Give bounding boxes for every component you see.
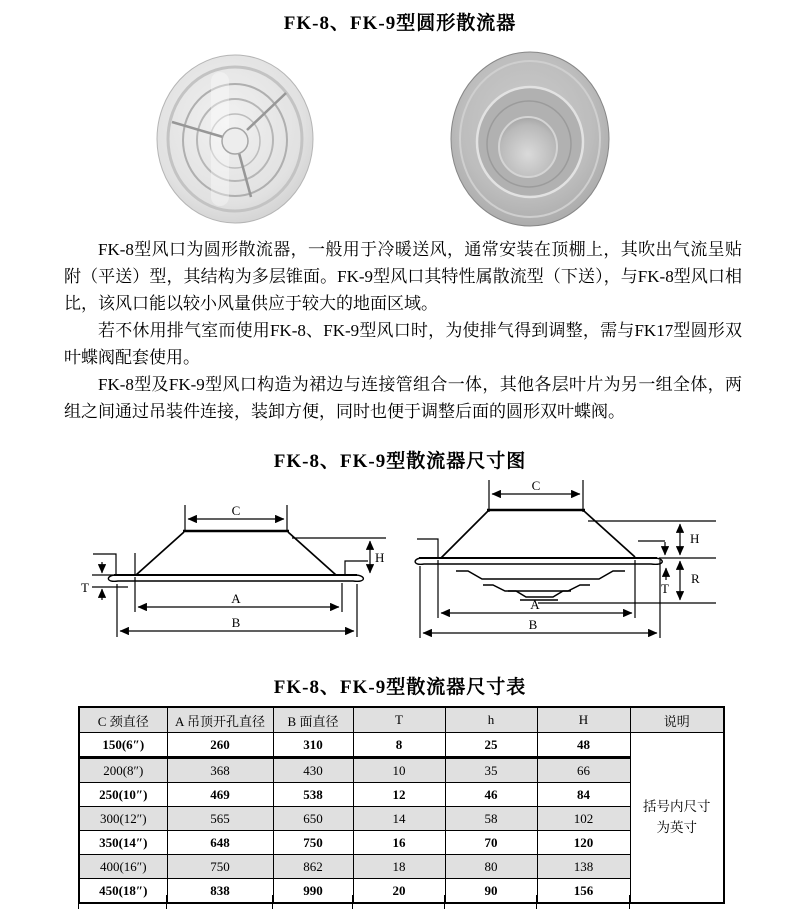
cell: 14 (353, 807, 445, 831)
header-note: 说明 (630, 707, 724, 733)
paragraph-1: FK-8型风口为圆形散流器，一般用于冷暖送风，通常安装在顶棚上，其吹出气流呈贴附（平送）型，其结构为多层锥面。FK-9型风口其特性属散流型（下送），与FK-8型风口相比，该风口能以较小风量供应于较大的地面区域。 (64, 240, 742, 313)
cell: 80 (445, 855, 537, 879)
header-a-ceiling-hole-diameter: A 吊顶开孔直径 (167, 707, 273, 733)
table-section-title: FK-8、FK-9型散流器尺寸表 (273, 677, 527, 698)
header-b-face-diameter: B 面直径 (273, 707, 353, 733)
cell: 12 (353, 783, 445, 807)
table-header-row (79, 707, 724, 733)
diagram-section-title: FK-8、FK-9型散流器尺寸图 (273, 451, 527, 472)
cell: 138 (537, 855, 630, 879)
table-gridline-stub (536, 895, 537, 909)
cell: 469 (167, 783, 273, 807)
dim-label-h: H (375, 550, 385, 565)
cell: 150(6″) (79, 733, 167, 758)
fk8-dimension-labels (81, 503, 384, 630)
table-row (79, 831, 724, 855)
header-c-neck-diameter: C 颈直径 (79, 707, 167, 733)
cell: 862 (273, 855, 353, 879)
fk8-product-photo (155, 54, 315, 224)
cell: 90 (445, 879, 537, 904)
cell: 300(12″) (79, 807, 167, 831)
cell: 102 (537, 807, 630, 831)
cell: 84 (537, 783, 630, 807)
table-row (79, 783, 724, 807)
description-text (64, 236, 742, 425)
table-gridline-stub (444, 895, 445, 909)
cell: 838 (167, 879, 273, 904)
table-row (79, 733, 724, 758)
cell: 8 (353, 733, 445, 758)
fk9-dimension-diagram (398, 476, 718, 671)
cell: 16 (353, 831, 445, 855)
cell: 120 (537, 831, 630, 855)
cell: 48 (537, 733, 630, 758)
cell: 538 (273, 783, 353, 807)
fk9-dimension-labels (529, 478, 700, 632)
dim-label-b: B (528, 617, 538, 632)
dim-label-c: C (531, 478, 541, 493)
cell: 565 (167, 807, 273, 831)
dim-label-h: H (690, 531, 700, 546)
dim-label-a: A (231, 591, 241, 606)
fk9-outline (415, 480, 716, 638)
dim-label-r: R (691, 571, 700, 586)
cell: 35 (445, 758, 537, 783)
header-t: T (353, 707, 445, 733)
fk9-product-photo (450, 50, 610, 228)
cell: 400(16″) (79, 855, 167, 879)
cell: 156 (537, 879, 630, 904)
cell: 648 (167, 831, 273, 855)
cell: 650 (273, 807, 353, 831)
fk8-photo-image (155, 54, 315, 224)
cell: 58 (445, 807, 537, 831)
cell: 750 (273, 831, 353, 855)
page-title: FK-8、FK-9型圆形散流器 (283, 13, 517, 34)
table-gridline-stub (166, 895, 167, 909)
paragraph-3: FK-8型及FK-9型风口构造为裙边与连接管组合一体，其他各层叶片为另一组全体，两组之间通过吊装件连接，装卸方便，同时也便于调整后面的圆形双叶蝶阀。 (64, 375, 742, 421)
cell: 20 (353, 879, 445, 904)
dim-label-b: B (231, 615, 241, 630)
cell: 350(14″) (79, 831, 167, 855)
cell: 18 (353, 855, 445, 879)
note-cell: 括号内尺寸为英寸 (630, 733, 724, 904)
table-row (79, 855, 724, 879)
paragraph-2: 若不休用排气室而使用FK-8、FK-9型风口时，为使排气得到调整，需与FK17型圆形双叶蝶阀配套使用。 (64, 321, 742, 367)
dim-label-c: C (231, 503, 241, 518)
cell: 990 (273, 879, 353, 904)
cell: 250(10″) (79, 783, 167, 807)
table-gridline-stub (78, 895, 79, 909)
header-h-lower: h (445, 707, 537, 733)
dim-label-t: T (81, 580, 89, 595)
cell: 10 (353, 758, 445, 783)
dim-label-t: T (661, 581, 669, 596)
cell: 46 (445, 783, 537, 807)
cell: 310 (273, 733, 353, 758)
dim-label-a: A (530, 597, 540, 612)
fk8-dimension-diagram (78, 476, 398, 671)
cell: 450(18″) (79, 879, 167, 904)
table-row (79, 758, 724, 783)
table-gridline-stub (352, 895, 353, 909)
table-gridline-stub (629, 895, 630, 909)
header-h-upper: H (537, 707, 630, 733)
cell: 25 (445, 733, 537, 758)
fk9-photo-image (450, 50, 610, 228)
table-gridline-stub (272, 895, 273, 909)
cell: 750 (167, 855, 273, 879)
table-row (79, 807, 724, 831)
table-row (79, 879, 724, 904)
cell: 200(8″) (79, 758, 167, 783)
dimension-table (78, 706, 725, 904)
cell: 260 (167, 733, 273, 758)
cell: 66 (537, 758, 630, 783)
cell: 368 (167, 758, 273, 783)
cell: 70 (445, 831, 537, 855)
cell: 430 (273, 758, 353, 783)
